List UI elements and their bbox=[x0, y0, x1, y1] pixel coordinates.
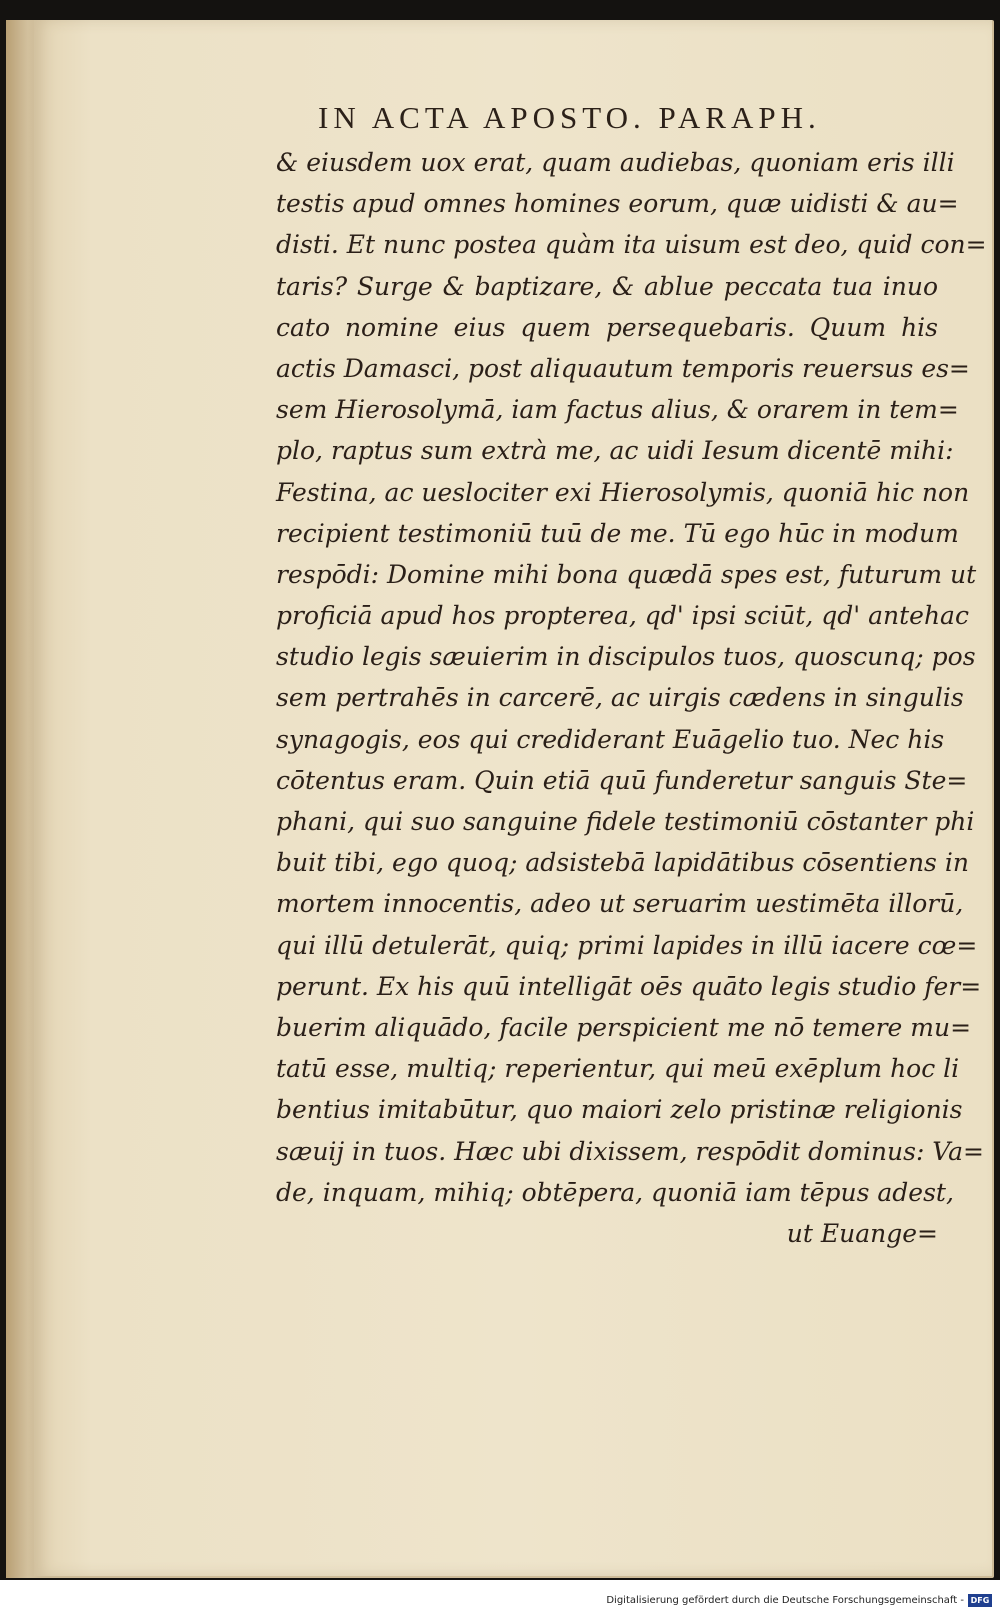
text-line: taris? Surge & baptizare, & ablue peccata tua inuo bbox=[276, 271, 938, 301]
funding-credit: Digitalisierung gefördert durch die Deutsche Forschungsgemeinschaft - bbox=[606, 1595, 964, 1606]
text-line: tatū esse, multiq; reperientur, qui meū exēplum hoc li bbox=[276, 1054, 960, 1084]
catchword-line: ut Euange= bbox=[786, 1218, 938, 1248]
text-line: synagogis, eos qui crediderant Euāgelio tuo. Nec his bbox=[276, 724, 945, 754]
text-line: qui illū detulerāt, quiq; primi lapides in illū iacere cœ= bbox=[276, 930, 978, 960]
text-line: testis apud omnes homines eorum, quæ uidisti & au= bbox=[276, 189, 959, 219]
text-line: buit tibi, ego quoq; adsistebā lapidātibus cōsentiens in bbox=[276, 848, 969, 878]
text-line: actis Damasci, post aliquautum temporis reuersus es= bbox=[276, 353, 970, 383]
text-line: de, inquam, mihiq; obtēpera, quoniā iam tēpus adest, bbox=[276, 1177, 954, 1207]
text-line: cato nomine eius quem persequebaris. Quum his bbox=[276, 312, 938, 342]
text-line: respōdi: Domine mihi bona quædā spes est, futurum ut bbox=[276, 559, 977, 589]
text-line: recipient testimoniū tuū de me. Tū ego hūc in modum bbox=[276, 518, 959, 548]
text-line: perunt. Ex his quū intelligāt oēs quāto legis studio fer= bbox=[276, 971, 982, 1001]
text-line: buerim aliquādo, facile perspicient me nō temere mu= bbox=[276, 1012, 972, 1042]
text-line: disti. Et nunc postea quàm ita uisum est deo, quid con= bbox=[276, 230, 987, 260]
text-line: sem pertrahēs in carcerē, ac uirgis cædens in singulis bbox=[276, 683, 964, 713]
running-head: IN ACTA APOSTO. PARAPH. bbox=[318, 100, 821, 135]
text-line: sæuij in tuos. Hæc ubi dixissem, respōdit dominus: Va= bbox=[276, 1136, 984, 1166]
dfg-logo: DFG bbox=[968, 1594, 992, 1607]
text-line: mortem innocentis, adeo ut seruarim uestimēta illorū, bbox=[276, 889, 964, 919]
text-line: Festina, ac ueslociter exi Hierosolymis, quoniā hic non bbox=[276, 477, 970, 507]
text-line: studio legis sæuierim in discipulos tuos, quoscunq; pos bbox=[276, 642, 976, 672]
text-line: plo, raptus sum extrà me, ac uidi Iesum dicentē mihi: bbox=[276, 436, 954, 466]
text-line: bentius imitabūtur, quo maiori zelo pristinæ religionis bbox=[276, 1095, 963, 1125]
text-line: & eiusdem uox erat, quam audiebas, quoniam eris illi bbox=[276, 148, 955, 177]
text-line: phani, qui suo sanguine fidele testimoniū cōstanter phi bbox=[276, 807, 975, 836]
text-line: proficiā apud hos propterea, qd' ipsi sciūt, qd' antehac bbox=[276, 601, 969, 631]
text-line: cōtentus eram. Quin etiā quū funderetur sanguis Ste= bbox=[276, 765, 968, 795]
text-line: sem Hierosolymā, iam factus alius, & orarem in tem= bbox=[276, 395, 959, 425]
body-text bbox=[276, 142, 987, 1254]
